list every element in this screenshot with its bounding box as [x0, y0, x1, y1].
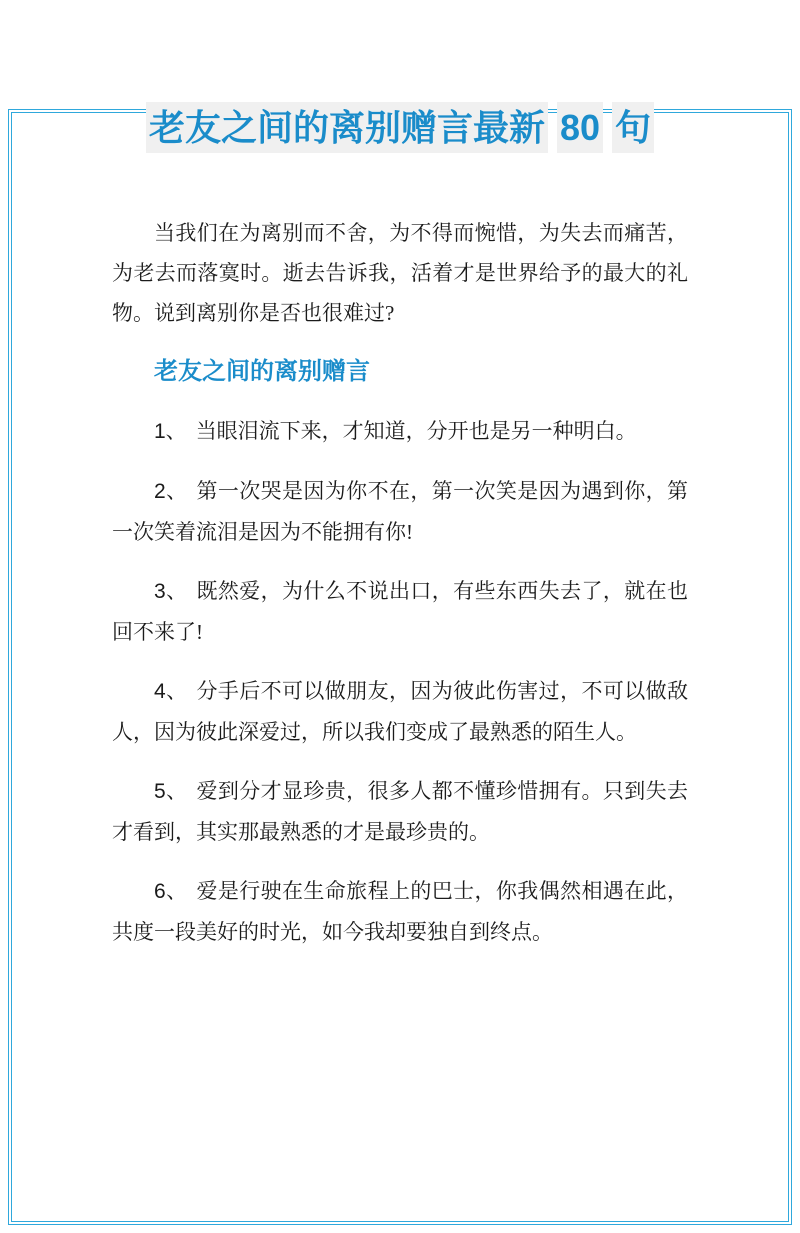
intro-paragraph: 当我们在为离别而不舍，为不得而惋惜，为失去而痛苦，为老去而落寞时。逝去告诉我，活着才是世界给予的最大的礼物。说到离别你是否也很难过? [112, 221, 688, 325]
quote-number: 3、 [154, 580, 188, 603]
quote-item-6 [112, 871, 688, 952]
quote-text: 既然爱，为什么不说出口，有些东西失去了，就在也回不来了! [112, 579, 689, 644]
quote-text: 爱是行驶在生命旅程上的巴士，你我偶然相遇在此，共度一段美好的时光，如今我却要独自到终点。 [112, 879, 689, 944]
quote-number: 4、 [154, 680, 188, 703]
quote-number: 5、 [154, 780, 188, 803]
quote-text: 分手后不可以做朋友，因为彼此伤害过，不可以做敌人，因为彼此深爱过，所以我们变成了最熟悉的陌生人。 [112, 679, 689, 744]
quote-item-3 [112, 571, 688, 652]
quote-number: 1、 [154, 420, 187, 443]
page-title-main-segment: 老友之间的离别赠言最新 [146, 102, 548, 153]
quote-item-1 [112, 411, 688, 452]
section-heading: 老友之间的离别赠言 [154, 358, 370, 385]
quote-item-2 [112, 471, 688, 552]
quote-item-5 [112, 771, 688, 852]
document-page [0, 101, 800, 952]
quote-text: 第一次哭是因为你不在，第一次笑是因为遇到你，第一次笑着流泪是因为不能拥有你! [112, 479, 689, 544]
page-title [112, 101, 688, 155]
quote-number: 6、 [154, 880, 188, 903]
page-title-number-segment: 80 [557, 102, 603, 153]
page-title-unit-segment: 句 [612, 102, 654, 153]
quote-text: 爱到分才显珍贵，很多人都不懂珍惜拥有。只到失去才看到，其实那最熟悉的才是最珍贵的。 [112, 779, 689, 844]
quote-text: 当眼泪流下来，才知道，分开也是另一种明白。 [195, 419, 637, 443]
quote-number: 2、 [154, 480, 188, 503]
quote-item-4 [112, 671, 688, 752]
